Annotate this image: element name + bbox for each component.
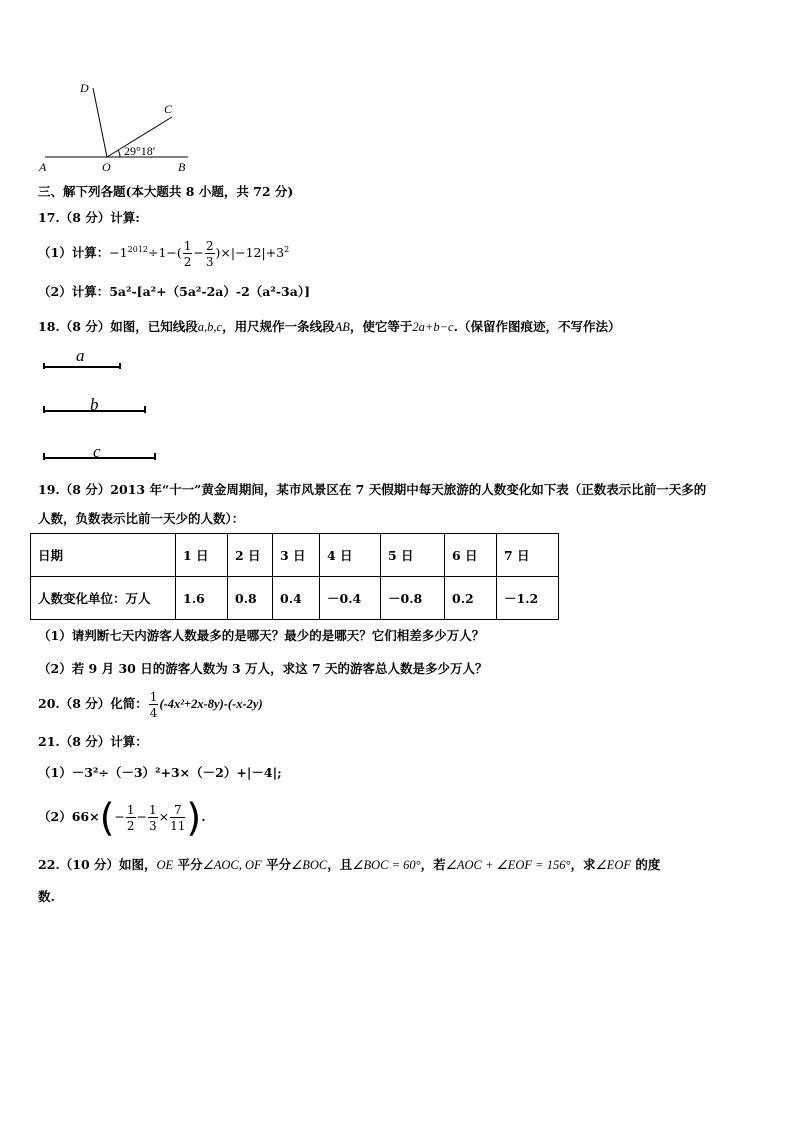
- point-label-B: B: [178, 160, 186, 174]
- q17-part2-expr: 5a²-[a²+（5a²-2a）-2（a²-3a）]: [109, 284, 310, 299]
- fraction-7-11: $\frac{7}{11}$: [170, 802, 186, 833]
- table-cell: －0.8: [381, 577, 445, 620]
- point-label-C: C: [164, 102, 173, 116]
- table-cell: 3 日: [273, 534, 320, 577]
- q17-part1-label: （1）计算：: [38, 245, 110, 261]
- segment-label-b: b: [90, 395, 99, 414]
- angle-arc: [118, 150, 120, 157]
- section-heading: 三、解下列各题(本大题共 8 小题，共 72 分): [38, 184, 294, 199]
- q17-heading: 17.（8 分）计算:: [38, 210, 140, 225]
- table-cell: 7 日: [497, 534, 559, 577]
- fraction-1-2: $\frac{1}{2}$: [183, 238, 192, 269]
- table-cell: －0.4: [320, 577, 381, 620]
- point-label-A: A: [39, 160, 47, 174]
- angle-figure: [30, 75, 200, 180]
- table-cell: 人数变化单位：万人: [31, 577, 176, 620]
- segment-label-c: c: [93, 442, 101, 461]
- table-cell: －1.2: [497, 577, 559, 620]
- q17-part2: [38, 282, 310, 300]
- tourist-change-table: [30, 533, 559, 620]
- table-cell: 4 日: [320, 534, 381, 577]
- fraction-1-4: $\frac{1}{4}$: [149, 689, 158, 720]
- q19-line2: 人数，负数表示比前一天少的人数）：: [38, 511, 245, 526]
- q20-expr: (-4x²+2x-8y)-(-x-2y): [159, 697, 263, 711]
- table-cell: 0.8: [228, 577, 273, 620]
- point-label-O: O: [102, 160, 111, 174]
- q18-text: 18.（8 分）如图，已知线段a,b,c，用尺规作一条线段AB，使它等于2a+b−c.（保留作图痕迹，不写作法）: [38, 319, 621, 334]
- table-row: [31, 534, 559, 577]
- table-cell: 0.4: [273, 577, 320, 620]
- fraction-1-2: $\frac{1}{2}$: [126, 802, 135, 833]
- angle-value-label: 29°18′: [124, 144, 156, 158]
- q22-line2: 数.: [38, 889, 55, 904]
- table-cell: 1 日: [176, 534, 228, 577]
- table-cell: 0.2: [445, 577, 497, 620]
- table-cell: 2 日: [228, 534, 273, 577]
- q21-part1: （1）－3²÷（－3）²+3×（－2）+|－4|;: [38, 765, 282, 780]
- segment-label-a: a: [76, 346, 85, 365]
- q17-part2-label: （2）计算：: [38, 284, 110, 299]
- table-row: [31, 577, 559, 620]
- fraction-1-3: $\frac{1}{3}$: [149, 802, 157, 833]
- ray-OD: [93, 88, 107, 157]
- table-cell: 日期: [31, 534, 176, 577]
- q17-part1-expr: $-1^{2012}\div 1-$( $\frac{1}{2}$ − $\frac{2}{3}$ )$\times|-12|+3^2$: [109, 238, 290, 269]
- q21-part2: （2）66×(− $\frac{1}{2}$ − $\frac{1}{3}$ × $\frac{7}{11}$ ).: [38, 795, 206, 840]
- table-cell: 6 日: [445, 534, 497, 577]
- q19-line1: 19.（8 分）2013 年“十一”黄金周期间，某市风景区在 7 天假期中每天旅游的人数变化如下表（正数表示比前一天多的: [38, 482, 707, 497]
- q22-line1: 22.（10 分）如图，OE 平分∠AOC, OF 平分∠BOC，且∠BOC = 60°，若∠AOC + ∠EOF = 156°，求∠EOF 的度: [38, 857, 661, 872]
- segments-figure: [38, 345, 168, 465]
- q19-sub2: （2）若 9 月 30 日的游客人数为 3 万人，求这 7 天的游客总人数是多少万人？: [38, 661, 488, 676]
- q21-heading: 21.（8 分）计算：: [38, 734, 148, 749]
- point-label-D: D: [80, 81, 89, 95]
- q20: 20.（8 分）化简： $\frac{1}{4}$ (-4x²+2x-8y)-(-x-2y): [38, 689, 263, 720]
- q19-sub1: （1）请判断七天内游客人数最多的是哪天？最少的是哪天？它们相差多少万人？: [38, 628, 485, 643]
- q17-part1: [38, 235, 289, 268]
- table-cell: 1.6: [176, 577, 228, 620]
- fraction-2-3: $\frac{2}{3}$: [205, 238, 214, 269]
- table-cell: 5 日: [381, 534, 445, 577]
